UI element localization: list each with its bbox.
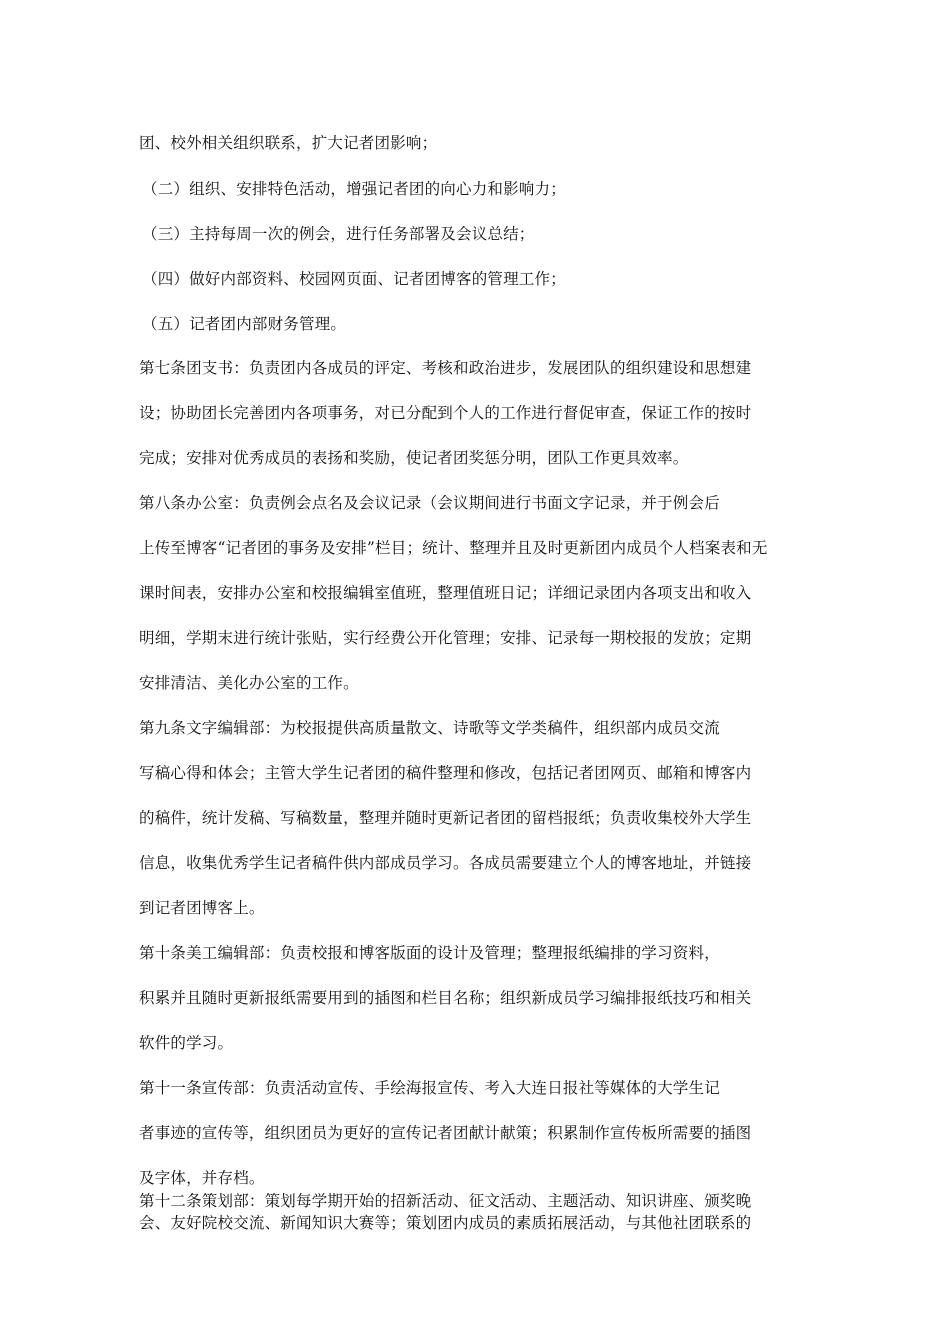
text-line: 课时间表，安排办公室和校报编辑室值班，整理值班日记；详细记录团内各项支出和收入 <box>139 584 752 602</box>
text-line: 第十一条宣传部：负责活动宣传、手绘海报宣传、考入大连日报社等媒体的大学生记 <box>139 1079 720 1097</box>
text-line: 到记者团博客上。 <box>139 899 265 917</box>
text-line: 明细，学期末进行统计张贴，实行经费公开化管理；安排、记录每一期校报的发放；定期 <box>139 629 752 647</box>
text-line: 的稿件，统计发稿、写稿数量，整理并随时更新记者团的留档报纸；负责收集校外大学生 <box>139 809 752 827</box>
text-line: 信息，收集优秀学生记者稿件供内部成员学习。各成员需要建立个人的博客地址，并链接 <box>139 854 752 872</box>
text-line: 软件的学习。 <box>139 1034 234 1052</box>
text-line: 第九条文字编辑部：为校报提供高质量散文、诗歌等文学类稿件，组织部内成员交流 <box>139 719 720 737</box>
text-line: 及字体，并存档。 <box>139 1169 265 1187</box>
text-line: 积累并且随时更新报纸需要用到的插图和栏目名称；组织新成员学习编排报纸技巧和相关 <box>139 989 752 1007</box>
text-line: （四）做好内部资料、校园网页面、记者团博客的管理工作； <box>142 270 566 288</box>
text-line: 上传至博客“记者团的事务及安排”栏目；统计、整理并且及时更新团内成员个人档案表和无 <box>139 539 768 557</box>
text-line: （二）组织、安排特色活动，增强记者团的向心力和影响力； <box>142 180 566 198</box>
text-line: （五）记者团内部财务管理。 <box>142 315 347 333</box>
text-line: 写稿心得和体会；主管大学生记者团的稿件整理和修改，包括记者团网页、邮箱和博客内 <box>139 764 752 782</box>
text-line: 第七条团支书：负责团内各成员的评定、考核和政治进步，发展团队的组织建设和思想建 <box>139 359 752 377</box>
text-line: 设；协助团长完善团内各项事务，对已分配到个人的工作进行督促审查，保证工作的按时 <box>139 404 752 422</box>
text-line: 第八条办公室：负责例会点名及会议记录（会议期间进行书面文字记录，并于例会后 <box>139 494 720 512</box>
text-line: 会、友好院校交流、新闻知识大赛等；策划团内成员的素质拓展活动，与其他社团联系的 <box>139 1214 752 1232</box>
text-line: （三）主持每周一次的例会，进行任务部署及会议总结； <box>142 225 535 243</box>
text-line: 安排清洁、美化办公室的工作。 <box>139 674 359 692</box>
text-line: 第十二条策划部：策划每学期开始的招新活动、征文活动、主题活动、知识讲座、颁奖晚 <box>139 1192 752 1210</box>
text-line: 完成；安排对优秀成员的表扬和奖励，使记者团奖惩分明，团队工作更具效率。 <box>139 449 689 467</box>
text-line: 团、校外相关组织联系，扩大记者团影响； <box>139 134 438 152</box>
text-line: 第十条美工编辑部：负责校报和博客版面的设计及管理；整理报纸编排的学习资料， <box>139 944 720 962</box>
text-line: 者事迹的宣传等，组织团员为更好的宣传记者团献计献策；积累制作宣传板所需要的插图 <box>139 1124 752 1142</box>
